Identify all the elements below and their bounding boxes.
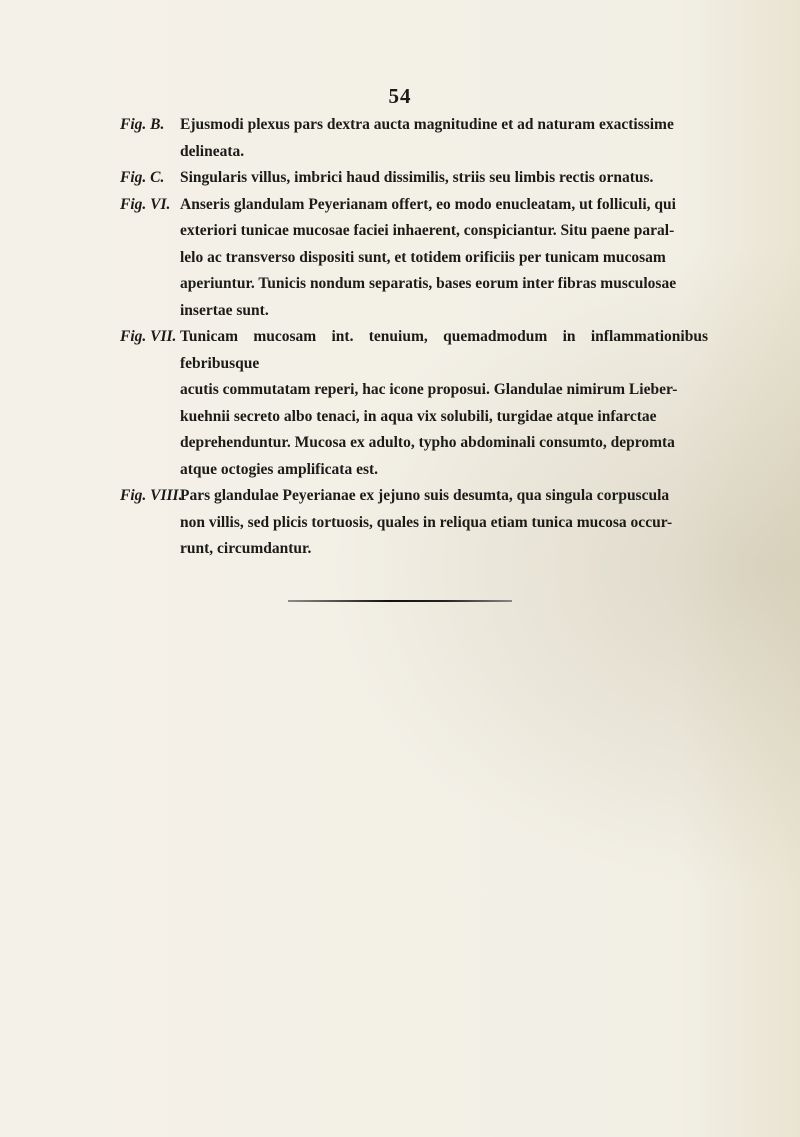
- section-divider-rule: [288, 600, 512, 602]
- description-line: lelo ac transverso dispositi sunt, et totidem orificiis per tunicam mucosam: [180, 248, 666, 266]
- figure-description: [180, 165, 708, 192]
- description-line: atque octogies amplificata est.: [180, 460, 379, 478]
- figure-label: Fig. C.: [120, 169, 165, 186]
- description-line: Tunicam mucosam int. tenuium, quemadmodum in inflammationibus febribusque: [180, 328, 708, 372]
- figure-label: Fig. VII.: [120, 328, 177, 345]
- description-line: insertae sunt.: [180, 301, 269, 319]
- description-line: Anseris glandulam Peyerianam offert, eo modo enucleatam, ut folliculi, qui: [180, 195, 676, 213]
- description-line: Singularis villus, imbrici haud dissimilis, striis seu limbis rectis ornatus.: [180, 169, 654, 186]
- description-line: Ejusmodi plexus pars dextra aucta magnitudine et ad naturam exactissime: [180, 116, 674, 133]
- figure-entry: [0, 165, 800, 192]
- figure-label: Fig. B.: [120, 116, 165, 133]
- description-line: runt, circumdantur.: [180, 540, 312, 557]
- description-line: acutis commutatam reperi, hac icone proposui. Glandulae nimirum Lieber-: [180, 381, 678, 398]
- page-number: 54: [388, 84, 412, 108]
- description-line: non villis, sed plicis tortuosis, quales in reliqua etiam tunica mucosa occur-: [180, 513, 673, 531]
- description-line: exteriori tunicae mucosae faciei inhaerent, conspiciantur. Situ paene paral-: [180, 222, 675, 239]
- description-line: kuehnii secreto albo tenaci, in aqua vix solubili, turgidae atque infarctae: [180, 407, 657, 425]
- figure-label: Fig. VI.: [120, 195, 171, 213]
- figure-description: [180, 192, 708, 325]
- figure-entry: [0, 112, 800, 165]
- figure-entry: [0, 483, 800, 563]
- description-line: deprehenduntur. Mucosa ex adulto, typho abdominali consumto, depromta: [180, 434, 675, 451]
- figure-description: [180, 483, 708, 563]
- description-line: aperiuntur. Tunicis nondum separatis, bases eorum inter fibras musculosae: [180, 275, 677, 292]
- description-line: delineata.: [180, 142, 245, 160]
- figure-entry: [0, 324, 800, 483]
- description-line: Pars glandulae Peyerianae ex jejuno suis desumta, qua singula corpuscula: [180, 487, 670, 504]
- figure-description: [180, 112, 708, 165]
- figure-descriptions: [0, 112, 800, 563]
- figure-description: [180, 324, 708, 483]
- figure-label: Fig. VIII.: [120, 487, 183, 504]
- figure-entry: [0, 192, 800, 325]
